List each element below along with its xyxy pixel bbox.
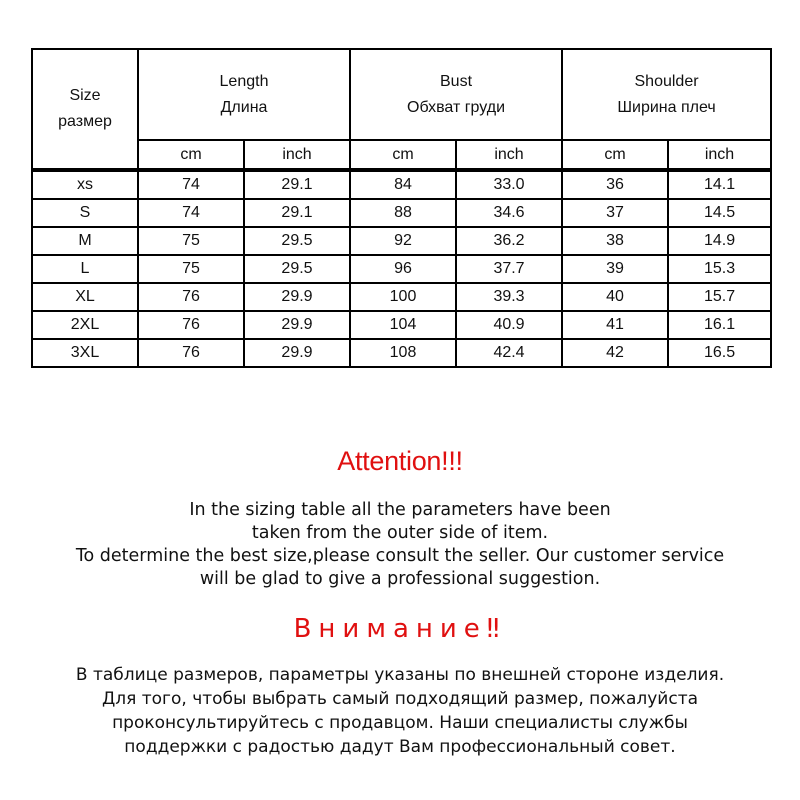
value-cell: 36.2 (456, 227, 562, 255)
bust-header-cell (350, 49, 562, 140)
size-cell: XL (32, 283, 138, 311)
value-cell: 37.7 (456, 255, 562, 283)
unit-cell: cm (138, 140, 244, 170)
value-cell: 14.1 (668, 170, 771, 199)
size-cell: 2XL (32, 311, 138, 339)
unit-cell: cm (562, 140, 668, 170)
value-cell: 75 (138, 255, 244, 283)
value-cell: 29.1 (244, 199, 350, 227)
size-cell: 3XL (32, 339, 138, 367)
value-cell: 96 (350, 255, 456, 283)
value-cell: 14.9 (668, 227, 771, 255)
notice-line: проконсультируйтесь с продавцом. Наши специалисты службы (112, 713, 688, 733)
value-cell: 16.5 (668, 339, 771, 367)
size-cell: M (32, 227, 138, 255)
value-cell: 39.3 (456, 283, 562, 311)
value-cell: 29.5 (244, 227, 350, 255)
size-chart-table (31, 48, 772, 368)
notice-line: To determine the best size,please consult the seller. Our customer service (75, 546, 725, 566)
value-cell: 108 (350, 339, 456, 367)
unit-cell: inch (668, 140, 771, 170)
table-row (32, 227, 771, 255)
table-row (32, 311, 771, 339)
value-cell: 38 (562, 227, 668, 255)
notice-en-paragraph-1 (0, 499, 800, 545)
value-cell: 100 (350, 283, 456, 311)
attention-title-en: Attention!!! (337, 446, 463, 476)
value-cell: 33.0 (456, 170, 562, 199)
value-cell: 29.1 (244, 170, 350, 199)
shoulder-header-ru: Ширина плеч (617, 98, 716, 116)
unit-cell: cm (350, 140, 456, 170)
size-cell: L (32, 255, 138, 283)
value-cell: 75 (138, 227, 244, 255)
value-cell: 15.3 (668, 255, 771, 283)
table-row (32, 170, 771, 199)
attention-title-ru: Внимание‼ (293, 614, 507, 644)
size-header-ru: размер (58, 113, 112, 130)
table-row (32, 255, 771, 283)
units-row (32, 140, 771, 170)
value-cell: 42 (562, 339, 668, 367)
value-cell: 88 (350, 199, 456, 227)
size-header-cell (32, 49, 138, 170)
value-cell: 29.9 (244, 283, 350, 311)
notice-ru-paragraph (0, 663, 800, 759)
bust-header-en: Bust (440, 72, 473, 90)
value-cell: 29.9 (244, 339, 350, 367)
unit-cell: inch (244, 140, 350, 170)
shoulder-header-en: Shoulder (634, 72, 699, 90)
notice-line: taken from the outer side of item. (251, 523, 549, 543)
value-cell: 37 (562, 199, 668, 227)
value-cell: 76 (138, 311, 244, 339)
length-header-cell (138, 49, 350, 140)
notice-line: will be glad to give a professional suggestion. (199, 569, 601, 589)
size-cell: S (32, 199, 138, 227)
table-row (32, 283, 771, 311)
length-header-ru: Длина (220, 98, 268, 116)
value-cell: 42.4 (456, 339, 562, 367)
value-cell: 39 (562, 255, 668, 283)
value-cell: 29.5 (244, 255, 350, 283)
notice-line: поддержки с радостью дадут Вам профессиональный совет. (124, 737, 676, 757)
value-cell: 74 (138, 199, 244, 227)
value-cell: 36 (562, 170, 668, 199)
table-row (32, 199, 771, 227)
unit-cell: inch (456, 140, 562, 170)
value-cell: 92 (350, 227, 456, 255)
size-cell: xs (32, 170, 138, 199)
value-cell: 15.7 (668, 283, 771, 311)
notice-en-paragraph-2 (0, 545, 800, 591)
bust-header-ru: Обхват груди (407, 98, 506, 116)
table-row (32, 339, 771, 367)
value-cell: 16.1 (668, 311, 771, 339)
value-cell: 104 (350, 311, 456, 339)
value-cell: 34.6 (456, 199, 562, 227)
value-cell: 76 (138, 283, 244, 311)
value-cell: 74 (138, 170, 244, 199)
shoulder-header-cell (562, 49, 771, 140)
notice-line: В таблице размеров, параметры указаны по внешней стороне изделия. (75, 665, 725, 685)
notice-line: Для того, чтобы выбрать самый подходящий размер, пожалуйста (101, 689, 699, 709)
value-cell: 29.9 (244, 311, 350, 339)
value-cell: 14.5 (668, 199, 771, 227)
value-cell: 41 (562, 311, 668, 339)
value-cell: 76 (138, 339, 244, 367)
size-header-en: Size (69, 87, 101, 104)
length-header-en: Length (219, 72, 269, 90)
value-cell: 40 (562, 283, 668, 311)
notice-line: In the sizing table all the parameters have been (189, 500, 611, 520)
value-cell: 84 (350, 170, 456, 199)
value-cell: 40.9 (456, 311, 562, 339)
